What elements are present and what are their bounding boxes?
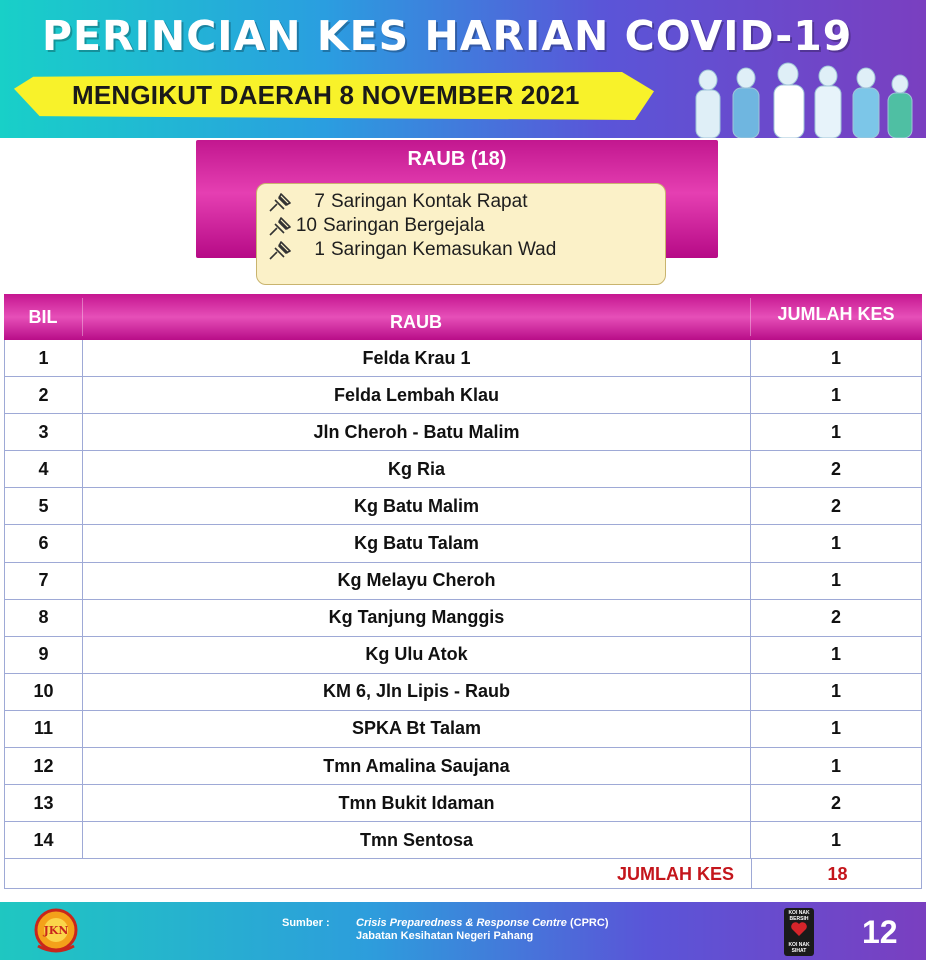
- cell-cases: 2: [750, 488, 922, 524]
- cell-bil: 1: [4, 340, 82, 376]
- table-body: [4, 340, 922, 859]
- table-row: [4, 748, 922, 785]
- jkn-logo: [30, 906, 82, 956]
- cell-cases: 1: [750, 563, 922, 599]
- cell-bil: 8: [4, 600, 82, 636]
- table-row: [4, 451, 922, 488]
- table-total-row: [4, 859, 922, 889]
- table-row: [4, 563, 922, 600]
- cell-location: KM 6, Jln Lipis - Raub: [82, 674, 750, 710]
- table-row: [4, 711, 922, 748]
- table-row: [4, 822, 922, 859]
- cell-location: Kg Melayu Cheroh: [82, 563, 750, 599]
- table-row: [4, 377, 922, 414]
- page-subtitle: MENGIKUT DAERAH 8 NOVEMBER 2021: [72, 80, 580, 110]
- column-header-bil: BIL: [28, 306, 58, 327]
- screening-item: 7 Saringan Kontak Rapat: [267, 190, 665, 214]
- cell-cases: 1: [750, 711, 922, 747]
- cell-bil: 4: [4, 451, 82, 487]
- pushpin-icon: [267, 215, 293, 237]
- table-row: [4, 785, 922, 822]
- cell-location: Tmn Amalina Saujana: [82, 748, 750, 784]
- screening-breakdown-note: [256, 183, 666, 285]
- cell-location: Kg Ulu Atok: [82, 637, 750, 673]
- total-label: JUMLAH KES: [617, 863, 735, 884]
- source-department: Jabatan Kesihatan Negeri Pahang: [356, 930, 534, 942]
- header-banner: [0, 0, 926, 138]
- infographic-page: PERINCIAN KES HARIAN COVID-19 MENGIKUT DAERAH 8 NOVEMBER 2021 RAUB (18) 7 Saringan Kontak Rapat 10 Saringan Bergejala 1 Saringan Kemasukan Wad BIL RAUB JUMLAH KES 1 Felda Krau 1 1 2 Felda Lembah Klau 1 3 Jln Cheroh - Batu Malim 1 4 Kg Ria 2 5 Kg Batu Malim 2 6 Kg Batu Talam 1 7 Kg Melayu Cheroh 1 8 Kg Tanjung Manggis 2 9 Kg Ulu Atok 1 10 KM 6, Jln Lipis - Raub 1 11 SPKA Bt Talam 1 12 Tmn Amalina Saujana 1 13 Tmn Bukit Idaman 2 14 Tmn Sentosa 1 JUMLAH KES 18 JKN Sumber : Crisis Preparedness & Response Centre (CPRC) Jabatan Kesihatan Negeri Pahang KOI NAK BERSIH KOI NAK SIHAT 12: [0, 0, 926, 960]
- cell-location: Tmn Sentosa: [82, 822, 750, 858]
- page-title: PERINCIAN KES HARIAN COVID-19: [42, 12, 853, 60]
- cell-location: Tmn Bukit Idaman: [82, 785, 750, 821]
- healthcare-workers-illustration: [688, 62, 920, 138]
- cell-bil: 10: [4, 674, 82, 710]
- screening-item: 1 Saringan Kemasukan Wad: [267, 238, 665, 262]
- cell-bil: 7: [4, 563, 82, 599]
- cell-cases: 1: [750, 637, 922, 673]
- cell-location: Kg Batu Talam: [82, 525, 750, 561]
- column-header-cases: JUMLAH KES: [777, 303, 895, 324]
- cell-cases: 2: [750, 451, 922, 487]
- cell-location: Felda Lembah Klau: [82, 377, 750, 413]
- cell-cases: 2: [750, 785, 922, 821]
- cell-bil: 11: [4, 711, 82, 747]
- table-row: [4, 674, 922, 711]
- total-value: 18: [751, 859, 923, 889]
- cell-cases: 1: [750, 674, 922, 710]
- cell-bil: 12: [4, 748, 82, 784]
- cell-cases: 1: [750, 822, 922, 858]
- source-label: Sumber :: [282, 917, 330, 929]
- cell-cases: 1: [750, 340, 922, 376]
- table-row: [4, 414, 922, 451]
- table-row: [4, 488, 922, 525]
- source-organisation: Crisis Preparedness & Response Centre (CPRC): [356, 917, 609, 929]
- cell-bil: 13: [4, 785, 82, 821]
- pushpin-icon: [267, 239, 293, 261]
- cell-cases: 1: [750, 748, 922, 784]
- district-summary-title: RAUB (18): [407, 148, 507, 170]
- column-header-location: RAUB: [390, 311, 442, 332]
- cell-bil: 5: [4, 488, 82, 524]
- pushpin-icon: [267, 191, 293, 213]
- table-row: [4, 637, 922, 674]
- cell-location: Kg Tanjung Manggis: [82, 600, 750, 636]
- table-row: [4, 340, 922, 377]
- cell-location: Felda Krau 1: [82, 340, 750, 376]
- cell-cases: 2: [750, 600, 922, 636]
- cell-cases: 1: [750, 377, 922, 413]
- cell-bil: 2: [4, 377, 82, 413]
- svg-text:JKN: JKN: [43, 924, 69, 937]
- screening-item: 10 Saringan Bergejala: [267, 214, 665, 238]
- cell-location: Jln Cheroh - Batu Malim: [82, 414, 750, 450]
- cell-cases: 1: [750, 414, 922, 450]
- cell-bil: 3: [4, 414, 82, 450]
- cell-location: Kg Batu Malim: [82, 488, 750, 524]
- cell-location: Kg Ria: [82, 451, 750, 487]
- cell-bil: 14: [4, 822, 82, 858]
- cell-cases: 1: [750, 525, 922, 561]
- table-row: [4, 525, 922, 562]
- cell-location: SPKA Bt Talam: [82, 711, 750, 747]
- cell-bil: 6: [4, 525, 82, 561]
- heart-icon: [790, 920, 808, 938]
- page-number: 12: [862, 914, 898, 950]
- table-row: [4, 600, 922, 637]
- table-header: [4, 294, 922, 340]
- cell-bil: 9: [4, 637, 82, 673]
